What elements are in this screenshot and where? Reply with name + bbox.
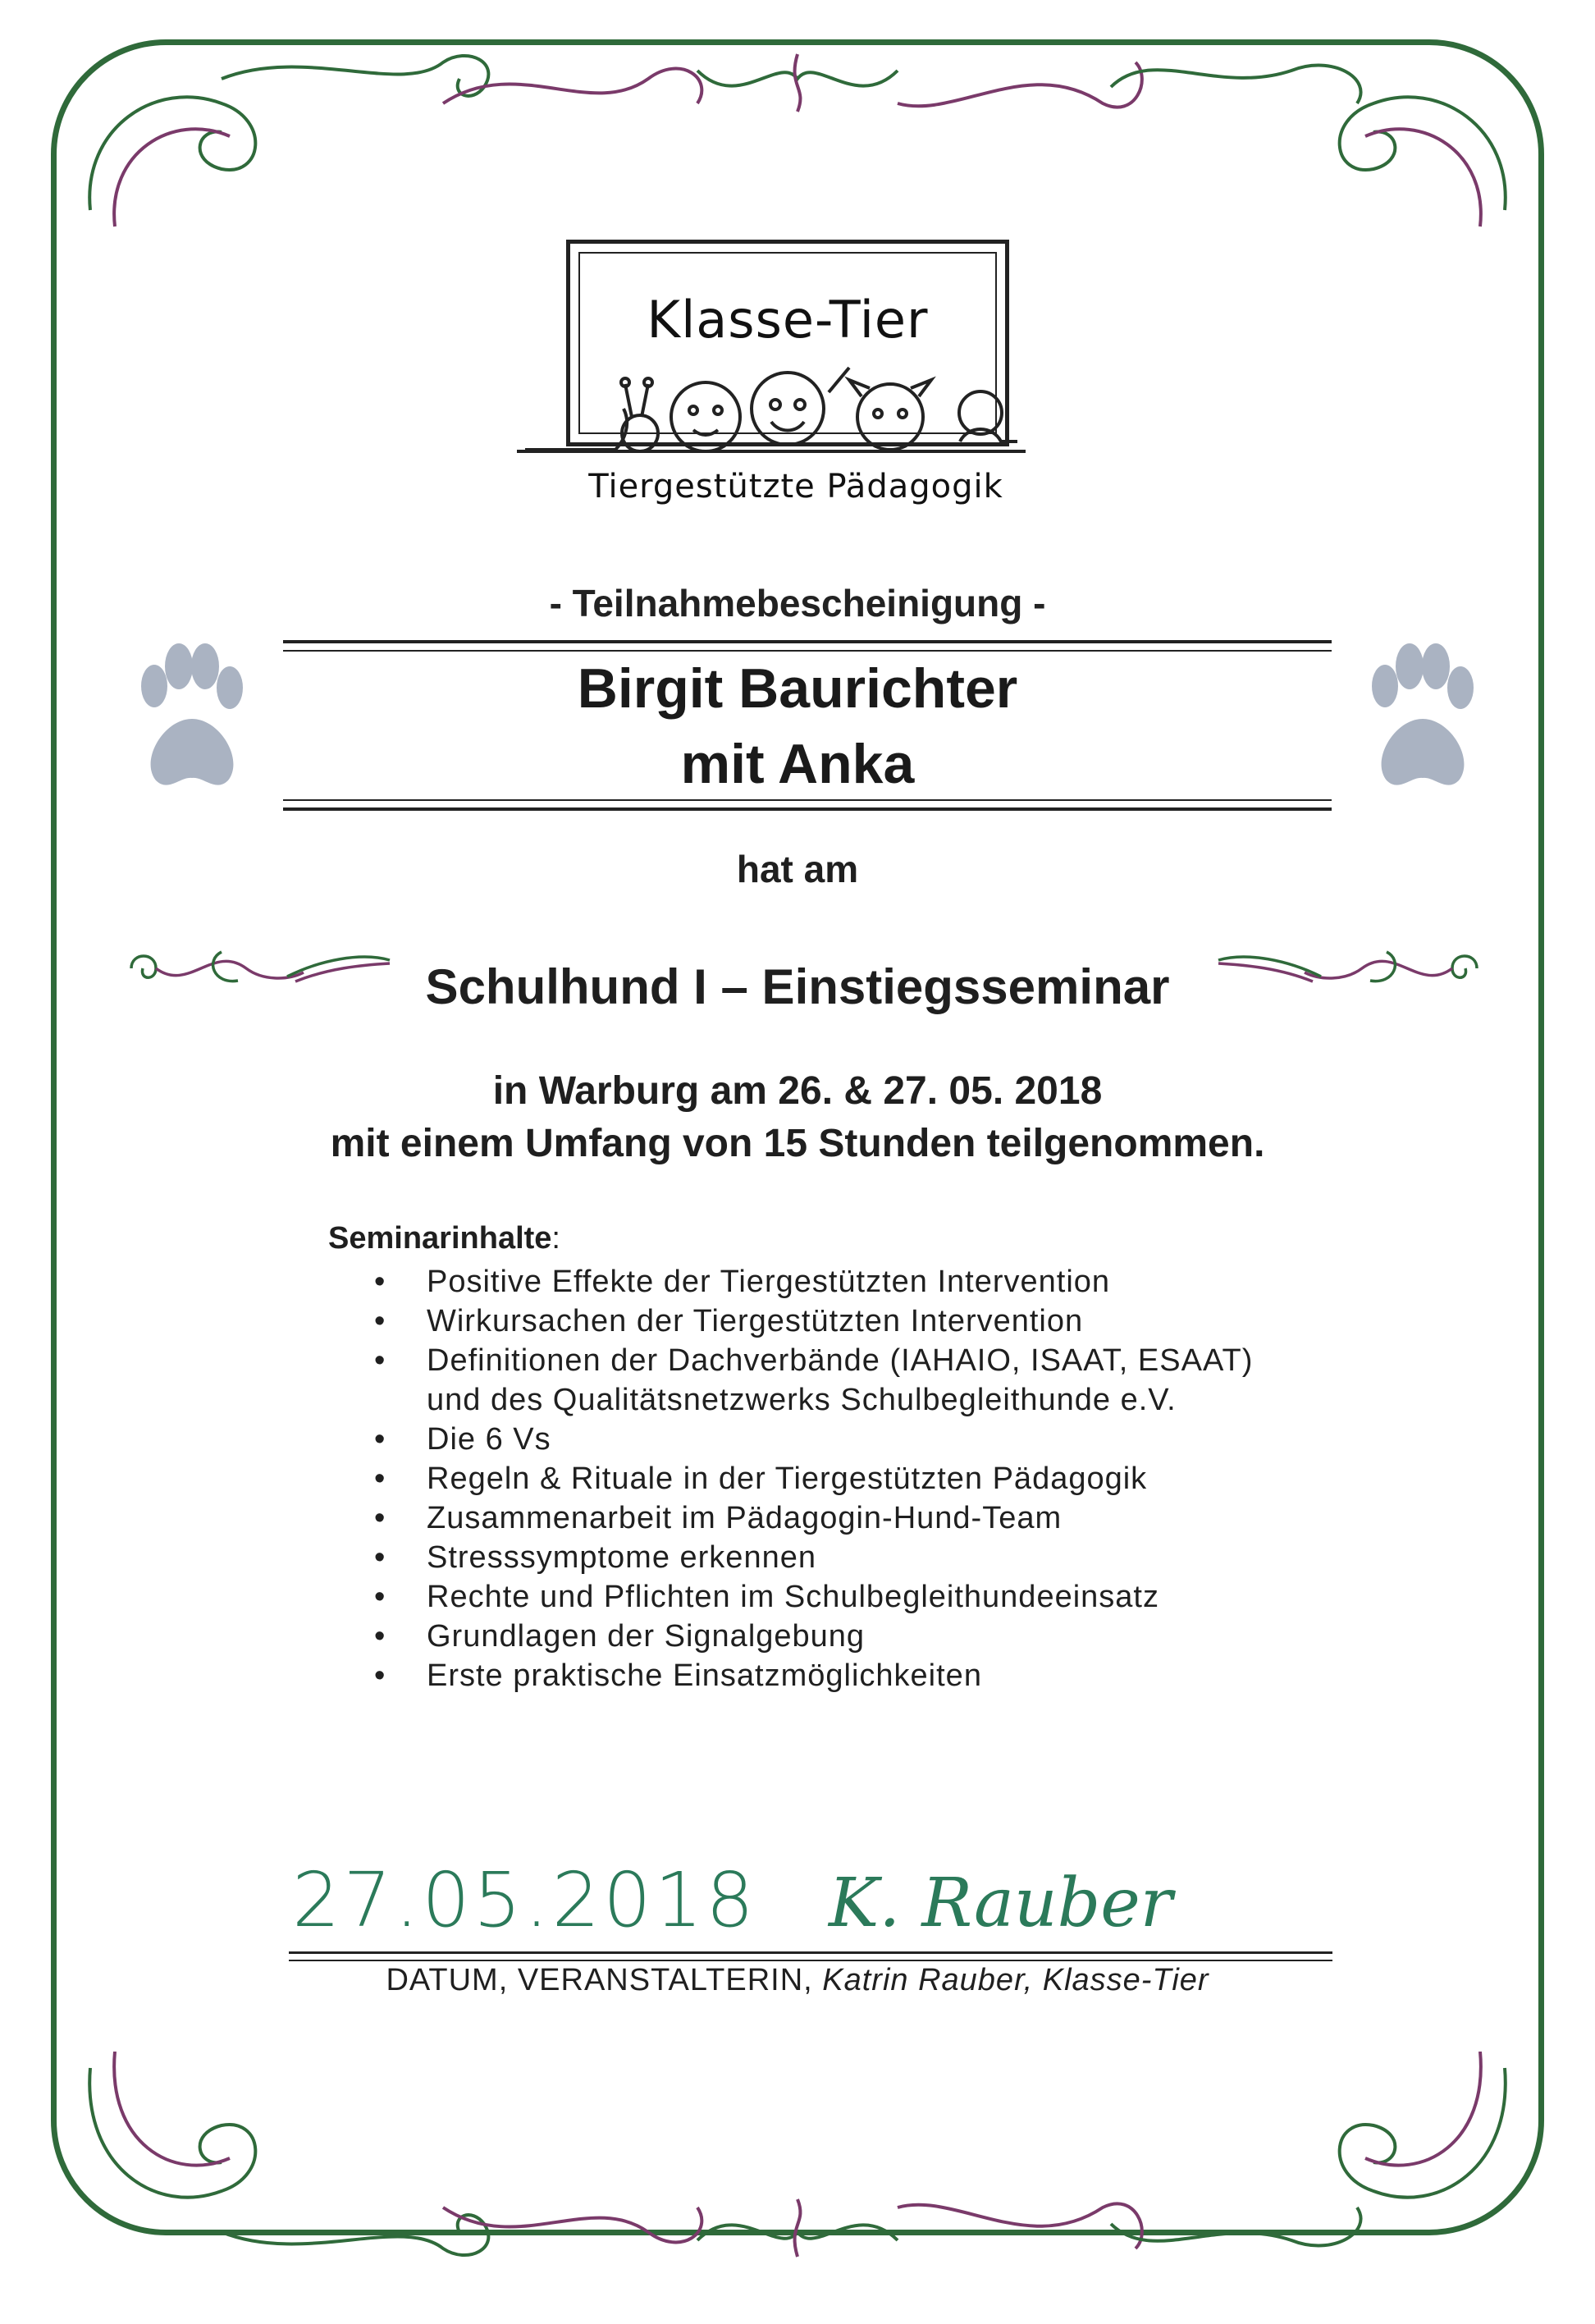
participant-name: Birgit Baurichter [577, 657, 1018, 720]
certificate-heading: - Teilnahmebescheinigung - [549, 582, 1046, 624]
top-flourish-ornament [57, 30, 1538, 243]
handwritten-signature: K. Rauber [829, 1864, 1172, 1942]
animals-illustration [517, 359, 1026, 462]
list-item-continuation: und des Qualitätsnetzwerks Schulbegleithunde e.V. [427, 1383, 1177, 1417]
list-item: • Stresssymptome erkennen [369, 1538, 1253, 1577]
participant-with: mit Anka [680, 733, 915, 795]
seminar-scope: mit einem Umfang von 15 Stunden teilgenommen. [330, 1122, 1265, 1165]
name-top-rule-thin [283, 650, 1332, 652]
signature-rule-thin [289, 1960, 1332, 1961]
list-item-text: • Definitionen der Dachverbände (IAHAIO, ISAAT, ESAAT) [427, 1343, 1254, 1378]
list-item: • Erste praktische Einsatzmöglichkeiten [369, 1656, 1253, 1695]
paw-print-icon [121, 637, 259, 805]
bottom-flourish-ornament [57, 2052, 1538, 2298]
name-top-rule [283, 640, 1332, 643]
signature-rule [289, 1951, 1332, 1954]
signature-caption-organizer: Katrin Rauber, Klasse-Tier [822, 1963, 1209, 1997]
signature-caption-prefix: DATUM, VERANSTALTERIN, [386, 1963, 823, 1997]
paw-print-icon [1352, 637, 1490, 805]
logo-title: Klasse-Tier [647, 290, 929, 350]
seminar-title: Schulhund I – Einstiegsseminar [425, 959, 1170, 1014]
contents-title-colon: : [551, 1221, 560, 1256]
list-item: • Positive Effekte der Tiergestützten Intervention [369, 1262, 1253, 1302]
list-item: • Zusammenarbeit im Pädagogin-Hund-Team [369, 1498, 1253, 1538]
list-item [369, 1341, 1253, 1420]
name-bottom-rule [283, 807, 1332, 811]
seminar-location-date: in Warburg am 26. & 27. 05. 2018 [492, 1069, 1103, 1113]
hat-am-text: hat am [736, 848, 859, 890]
handwritten-date: 27.05.2018 [292, 1856, 757, 1944]
list-item: • Grundlagen der Signalgebung [369, 1617, 1253, 1656]
signature-caption [0, 1963, 1595, 1998]
contents-title-text: Seminarinhalte [328, 1221, 552, 1256]
list-item: • Rechte und Pflichten im Schulbegleithundeeinsatz [369, 1577, 1253, 1617]
name-bottom-rule-thin [283, 799, 1332, 801]
contents-list [369, 1262, 1253, 1695]
list-item: • Wirkursachen der Tiergestützten Intervention [369, 1302, 1253, 1341]
list-item: • Die 6 Vs [369, 1420, 1253, 1459]
contents-title [328, 1221, 560, 1256]
logo-subtitle: Tiergestützte Pädagogik [588, 468, 1003, 506]
list-item: • Regeln & Rituale in der Tiergestützten Pädagogik [369, 1459, 1253, 1498]
